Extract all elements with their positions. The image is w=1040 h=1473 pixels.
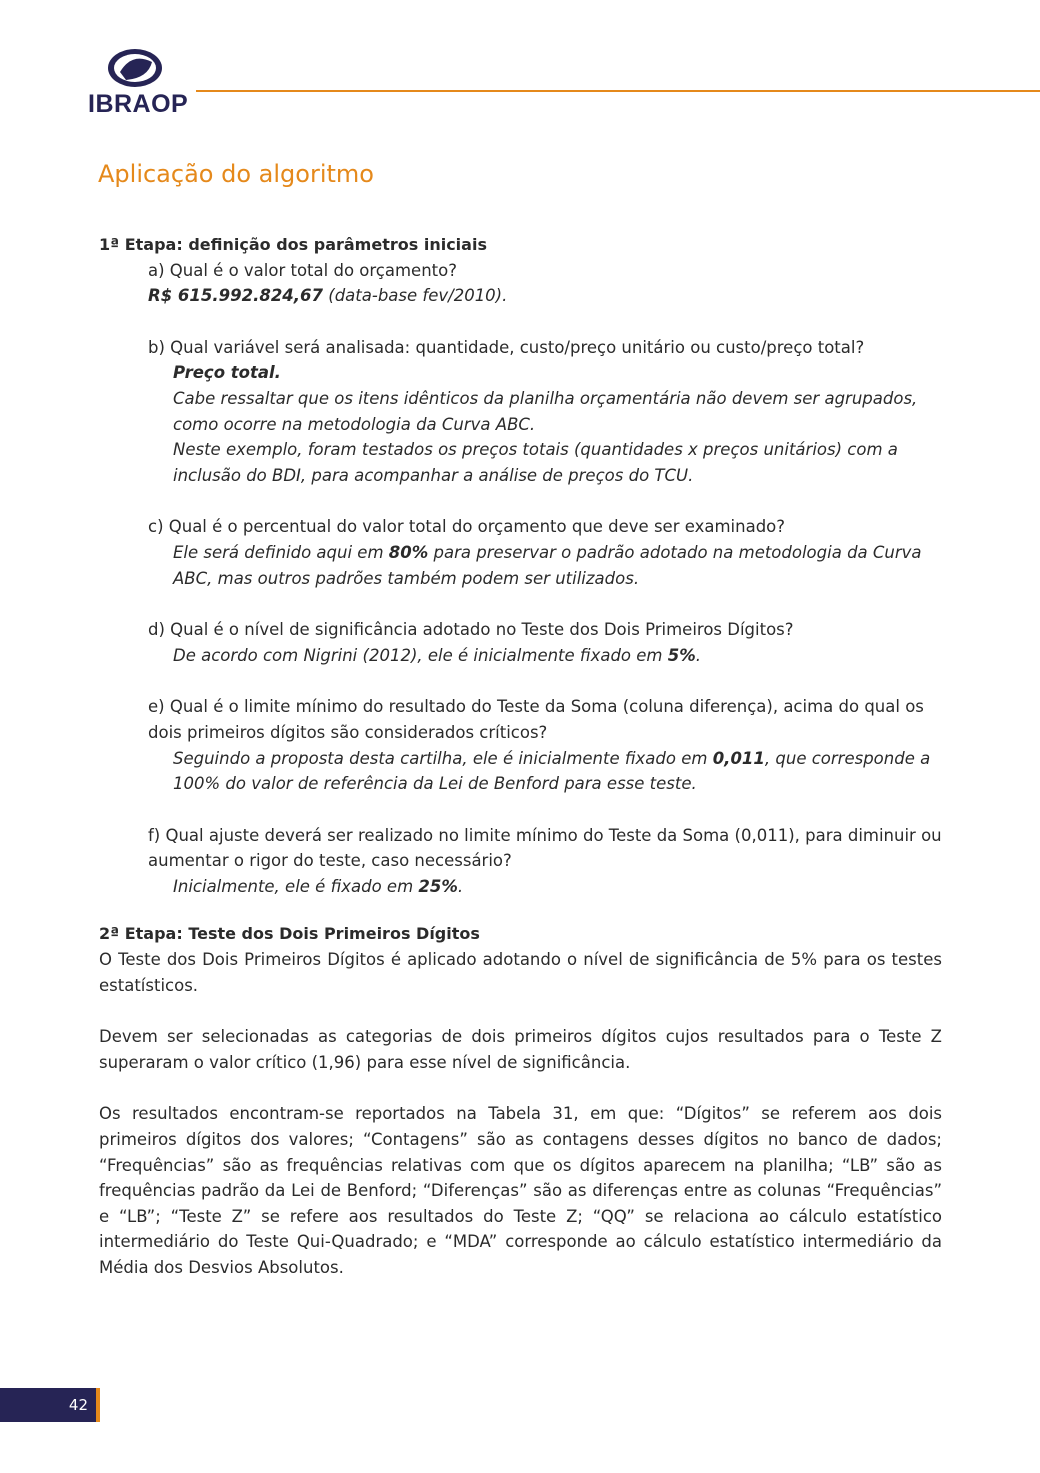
question-c: [148, 514, 942, 591]
question-f: [148, 823, 942, 900]
answer-c-post: para preservar o padrão adotado na metodologia da Curva ABC, mas outros padrões também podem ser utilizados.: [173, 542, 922, 588]
page-title: Aplicação do algoritmo: [98, 160, 374, 188]
step2-paragraph-3: Os resultados encontram-se reportados na Tabela 31, em que: “Dígitos” se referem aos dois primeiros dígitos dos valores; “Contagens” são as contagens desses dígitos no banco de dados; “Frequências” são as frequências relativas com que os dígitos aparecem na planilha; “LB” são as frequências padrão da Lei de Benford; “Diferenças” são as diferenças entre as colunas “Frequências” e “LB”; “Teste Z” se refere aos resultados do Teste Z; “QQ” se relaciona ao cálculo estatístico intermediário do Teste Qui-Quadrado; e “MDA” corresponde ao cálculo estatístico intermediário da Média dos Desvios Absolutos.: [99, 1104, 942, 1277]
answer-a: [148, 283, 942, 309]
question-e: [148, 694, 942, 796]
question-d-text: d) Qual é o nível de significância adotado no Teste dos Dois Primeiros Dígitos?: [148, 620, 794, 640]
answer-e: [173, 746, 942, 797]
answer-f: [173, 874, 942, 900]
logo: [88, 48, 188, 119]
page-number: 42: [68, 1396, 88, 1414]
question-a-text: a) Qual é o valor total do orçamento?: [148, 260, 457, 280]
answer-c-value: 80%: [388, 542, 429, 562]
answer-b-note-2: Neste exemplo, foram testados os preços totais (quantidades x preços unitários) com a inclusão do BDI, para acompanhar a análise de preços do TCU.: [173, 440, 898, 485]
answer-d: [173, 643, 942, 669]
footer-accent-bar: [96, 1388, 100, 1422]
step2-paragraph-1: O Teste dos Dois Primeiros Dígitos é aplicado adotando o nível de significância de 5% para os testes estatísticos.: [99, 950, 942, 995]
answer-e-post: , que corresponde a 100% do valor de referência da Lei de Benford para esse teste.: [173, 748, 931, 794]
question-d: [148, 617, 942, 668]
question-a: [148, 258, 942, 309]
step2-heading: 2ª Etapa: Teste dos Dois Primeiros Dígitos: [99, 924, 480, 944]
question-b: [148, 335, 942, 489]
content: [99, 232, 942, 1307]
answer-b-value: Preço total.: [173, 363, 281, 383]
answer-d-value: 5%: [667, 645, 696, 665]
ibraop-logo-icon: [106, 48, 164, 88]
question-e-text: e) Qual é o limite mínimo do resultado do Teste da Soma (coluna diferença), acima do qual os dois primeiros dígitos são considerados críticos?: [148, 697, 924, 742]
answer-e-value: 0,011: [712, 748, 765, 768]
question-f-text: f) Qual ajuste deverá ser realizado no limite mínimo do Teste da Soma (0,011), para diminuir ou aumentar o rigor do teste, caso necessário?: [148, 825, 942, 871]
answer-a-value: R$ 615.992.824,67: [148, 286, 324, 306]
question-c-text: c) Qual é o percentual do valor total do orçamento que deve ser examinado?: [148, 517, 786, 537]
answer-f-value: 25%: [418, 876, 458, 896]
step1-heading: 1ª Etapa: definição dos parâmetros iniciais: [99, 235, 487, 254]
answer-f-pre: Inicialmente, ele é fixado em: [173, 876, 419, 896]
answer-f-post: .: [457, 876, 464, 896]
logo-text: IBRAOP: [88, 90, 189, 118]
answer-b-note-1: Cabe ressaltar que os itens idênticos da planilha orçamentária não devem ser agrupados, como ocorre na metodologia da Curva ABC.: [173, 388, 918, 434]
step2-section: [99, 921, 942, 1280]
answer-e-pre: Seguindo a proposta desta cartilha, ele é inicialmente fixado em: [173, 748, 713, 768]
answer-c: [173, 540, 942, 591]
step2-paragraph-2: Devem ser selecionadas as categorias de dois primeiros dígitos cujos resultados para o Teste Z superaram o valor crítico (1,96) para esse nível de significância.: [99, 1027, 942, 1072]
header-rule: [196, 90, 1040, 92]
answer-c-pre: Ele será definido aqui em: [173, 542, 389, 562]
question-b-text: b) Qual variável será analisada: quantidade, custo/preço unitário ou custo/preço total?: [148, 337, 865, 357]
answer-a-rest: (data-base fev/2010).: [323, 286, 508, 306]
answer-d-post: .: [695, 645, 702, 665]
answer-d-pre: De acordo com Nigrini (2012), ele é inicialmente fixado em: [173, 645, 668, 665]
